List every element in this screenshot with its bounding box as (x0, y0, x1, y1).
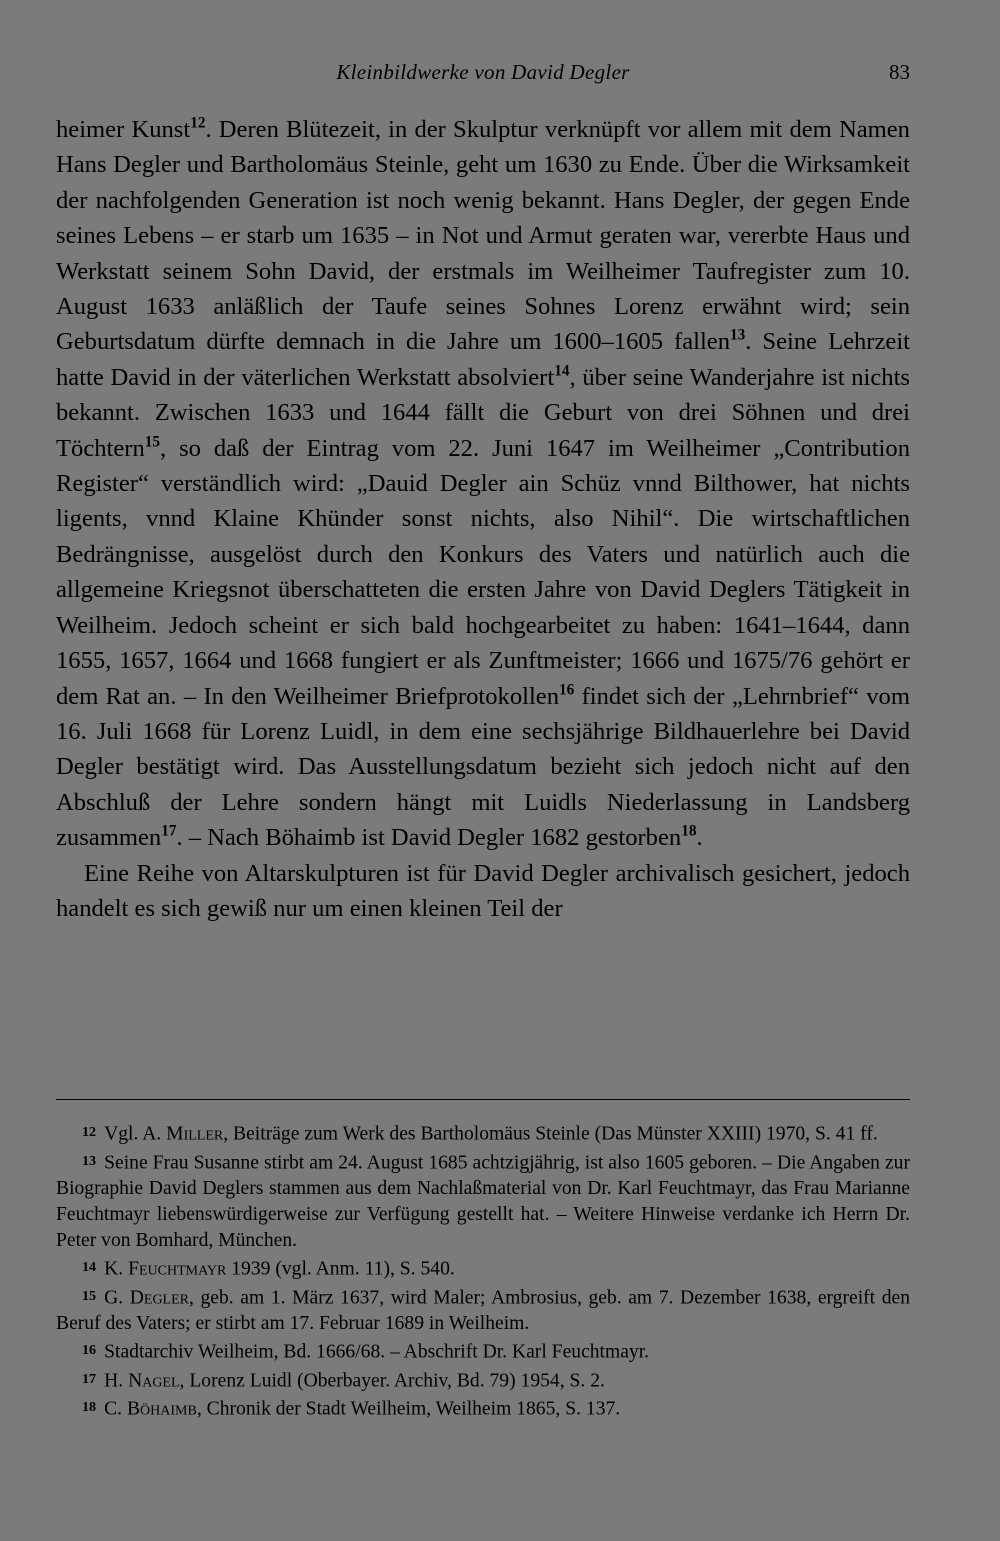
footnote-text: G. (104, 1287, 130, 1309)
footnote (56, 1366, 910, 1395)
footnote-number: 14 (82, 1259, 97, 1276)
footnote-divider (56, 1099, 910, 1100)
footnote-text: Seine Frau Susanne stirbt am 24. August 1685 achtzigjährig, ist also 1605 geboren. – Die Angaben zur Biographie David Deglers stammen aus dem Nachlaßmaterial von Dr. Karl Feuchtmayr, das Frau Marianne Feuchtmayr liebenswürdigerweise zur Verfügung gestellt hat. – Weitere Hinweise verdanke ich Herrn Dr. Peter von Bomhard, München. (56, 1152, 910, 1252)
footnote-text: , geb. am 1. März 1637, wird Maler; Ambrosius, geb. am 7. Dezember 1638, ergreift den Beruf des Vaters; er stirbt am 17. Februar 1689 in Weilheim. (56, 1287, 910, 1335)
text-run: . – Nach Böhaimb ist David Degler 1682 gestorben (176, 824, 682, 852)
footnote-text: H. (104, 1370, 129, 1392)
author-name: Böhaimb (126, 1398, 197, 1420)
footnote-text: Stadtarchiv Weilheim, Bd. 1666/68. – Abschrift Dr. Karl Feuchtmayr. (104, 1341, 650, 1363)
footnote-number: 15 (82, 1287, 97, 1304)
text-run: , so daß der Eintrag vom 22. Juni 1647 im Weilheimer „Contribution Register“ verständlich wird: „Dauid Degler ain Schüz vnnd Bilthower, hat nichts ligents, vnnd Klaine Khünder sonst nichts, also Nihil“. Die wirtschaftlichen Bedrängnisse, ausgelöst durch den Konkurs des Vaters und natürlich auch die allgemeine Kriegsnot überschatteten die ersten Jahre von David Deglers Tätigkeit in Weilheim. Jedoch scheint er sich bald hochgearbeitet zu haben: 1641–1644, dann 1655, 1657, 1664 und 1668 fungiert er als Zunftmeister; 1666 und 1675/76 gehört er dem Rat an. – In den Weilheimer Briefprotokollen (56, 434, 910, 710)
footnote-number: 12 (82, 1124, 97, 1140)
main-text (56, 112, 910, 926)
footnote-ref: 17 (161, 822, 177, 840)
text-run: . (696, 824, 703, 852)
footnote-text: , Chronik der Stadt Weilheim, Weilheim 1865, S. 137. (196, 1398, 621, 1420)
author-name: Feuchtmayr (128, 1258, 227, 1280)
footnote-text: , Beiträge zum Werk des Bartholomäus Steinle (Das Münster XXIII) 1970, S. 41 ff. (223, 1123, 878, 1145)
footnote-ref: 18 (681, 822, 697, 840)
footnote-text: Vgl. A. (104, 1123, 167, 1145)
footnote-number: 16 (82, 1342, 97, 1359)
footnote-ref: 15 (144, 433, 161, 451)
footnote-ref: 13 (730, 326, 746, 344)
footnote (56, 1337, 910, 1366)
footnote (56, 1148, 910, 1255)
text-run: findet sich der „Lehrnbrief“ vom 16. Juli 1668 für Lorenz Luidl, in dem eine sechsjährige Bildhauerlehre bei David Degler bestätigt wird. Das Ausstellungsdatum bezieht sich jedoch nicht auf den Abschluß der Lehre sondern hängt mit Luidls Niederlassung in Landsberg zusammen (56, 682, 910, 852)
footnotes (56, 1119, 910, 1423)
author-name: Nagel (128, 1370, 180, 1392)
footnote-ref: 12 (190, 114, 206, 132)
author-name: Degler (129, 1287, 190, 1309)
paragraph: Eine Reihe von Altarskulpturen ist für David Degler archivalisch gesichert, jedoch handelt es sich gewiß nur um einen kleinen Teil der (56, 859, 910, 922)
footnote-number: 13 (82, 1152, 97, 1169)
footnote (56, 1283, 910, 1338)
text-run: . Seine Lehrzeit hatte David in der väterlichen Werkstatt absolviert (56, 328, 910, 391)
footnote-text: K. (104, 1258, 129, 1280)
text-run: . Deren Blütezeit, in der Skulptur verknüpft vor allem mit dem Namen Hans Degler und Bartholomäus Steinle, geht um 1630 zu Ende. Über die Wirksamkeit der nachfolgenden Generation ist noch wenig bekannt. Hans Degler, der gegen Ende seines Lebens – er starb um 1635 – in Not und Armut geraten war, vererbte Haus und Werkstatt seinem Sohn David, der erstmals im Weilheimer Taufregister zum 10. August 1633 anläßlich der Taufe seines Sohnes Lorenz erwähnt wird; sein Geburtsdatum dürfte demnach in die Jahre um 1600–1605 fallen (56, 116, 910, 356)
footnote-ref: 14 (554, 362, 570, 380)
footnote-text: , Lorenz Luidl (Oberbayer. Archiv, Bd. 79) 1954, S. 2. (179, 1370, 605, 1392)
paragraph (56, 112, 910, 856)
footnote (56, 1119, 910, 1148)
footnote (56, 1254, 910, 1283)
footnote-text: C. (104, 1398, 127, 1420)
page-header (56, 60, 910, 88)
footnote-ref: 16 (559, 681, 575, 699)
footnote-number: 18 (82, 1399, 97, 1416)
footnote-text: 1939 (vgl. Anm. 11), S. 540. (226, 1258, 455, 1280)
text-run: , über seine Wanderjahre ist nichts bekannt. Zwischen 1633 und 1644 fällt die Geburt von drei Söhnen und drei Töchtern (56, 363, 911, 462)
text-run: heimer Kunst (56, 116, 191, 143)
running-title: Kleinbildwerke von David Degler (336, 60, 630, 84)
footnote-number: 17 (82, 1370, 97, 1387)
page-number: 83 (889, 60, 910, 84)
footnote (56, 1394, 910, 1423)
author-name: Miller (166, 1123, 224, 1145)
